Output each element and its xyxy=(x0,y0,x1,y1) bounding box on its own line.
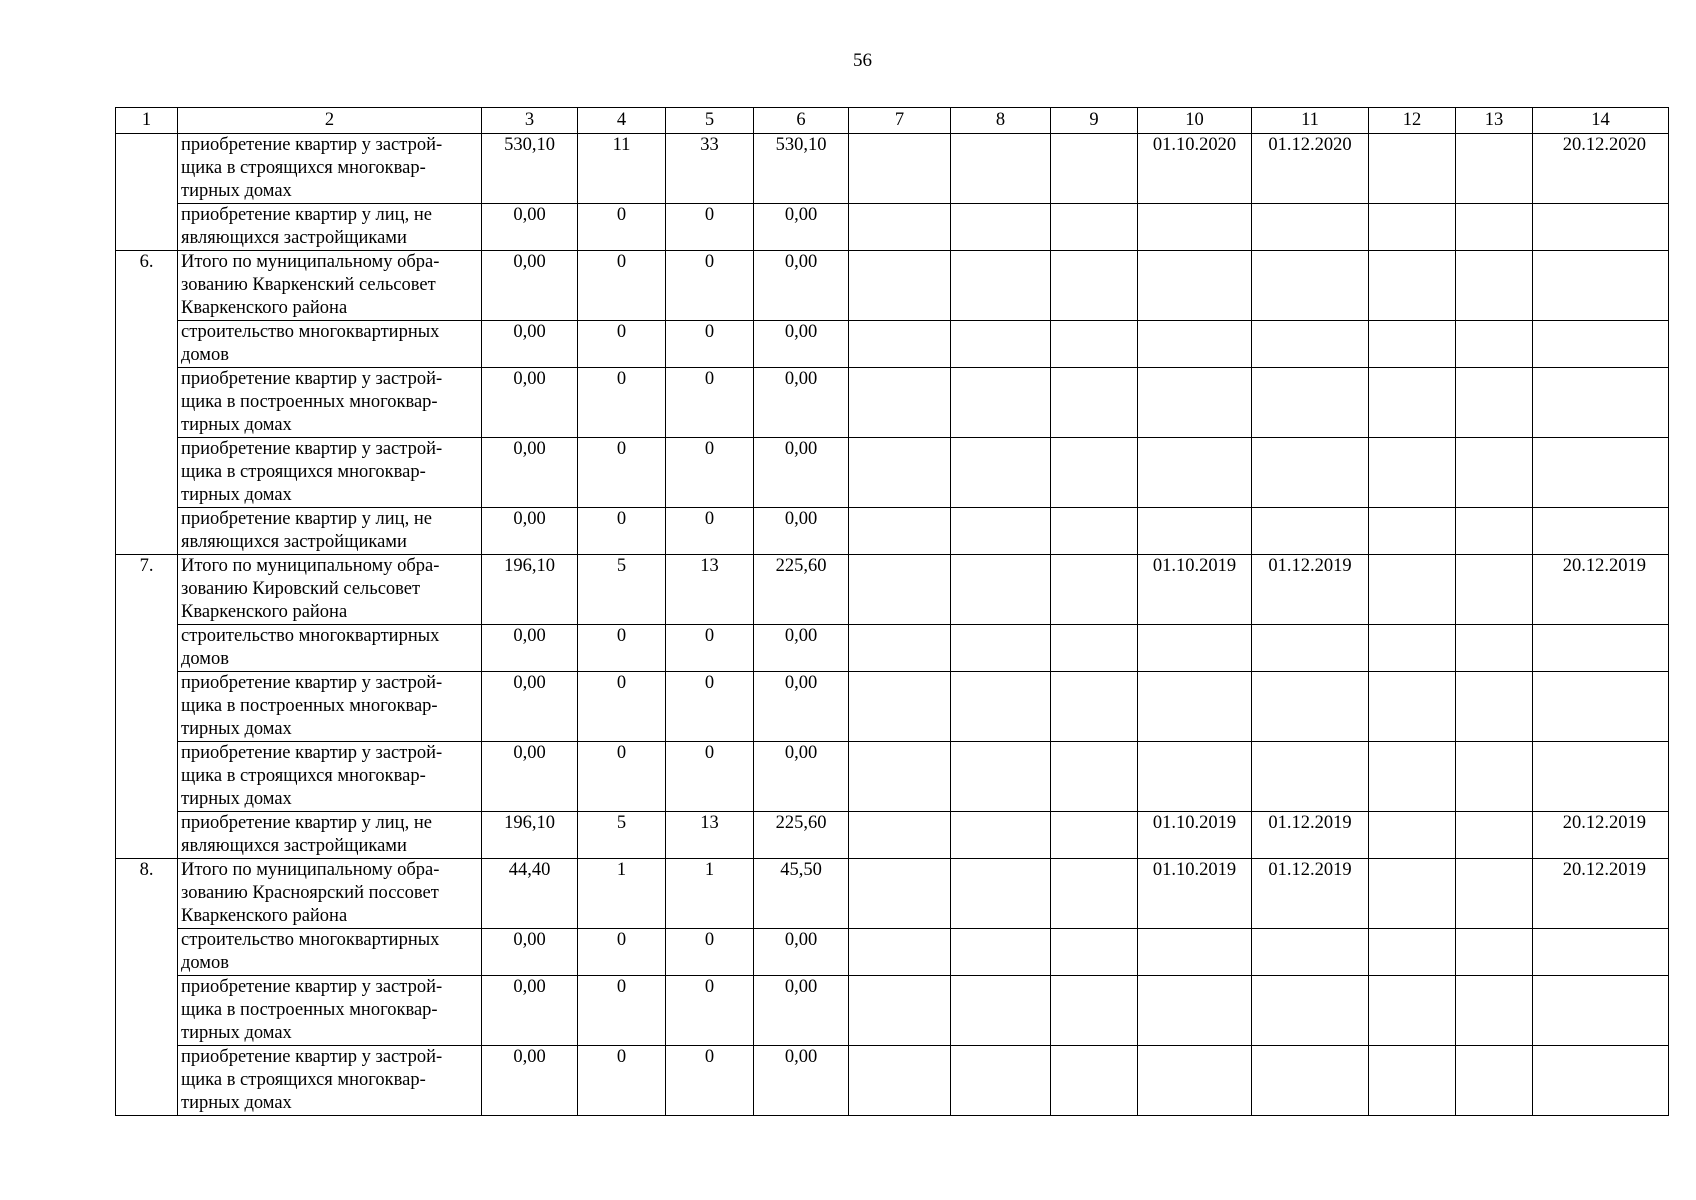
row-description xyxy=(178,859,482,929)
table-row xyxy=(116,742,1669,812)
table-row xyxy=(116,251,1669,321)
column-header-9: 9 xyxy=(1051,108,1138,134)
cell-col-10 xyxy=(1138,625,1252,672)
description-line: домов xyxy=(181,953,230,973)
cell-col-6: 0,00 xyxy=(754,1046,849,1116)
cell-col-12 xyxy=(1369,251,1456,321)
description-line: зованию Кировский сельсовет xyxy=(181,579,421,599)
row-description xyxy=(178,204,482,251)
table-row xyxy=(116,555,1669,625)
cell-col-11 xyxy=(1252,672,1369,742)
cell-col-9 xyxy=(1051,859,1138,929)
cell-col-10 xyxy=(1138,508,1252,555)
description-line: являющихся застройщиками xyxy=(181,228,407,248)
cell-col-5: 13 xyxy=(666,812,754,859)
cell-col-8 xyxy=(951,929,1051,976)
row-description xyxy=(178,672,482,742)
cell-col-3: 0,00 xyxy=(482,929,578,976)
cell-col-10 xyxy=(1138,672,1252,742)
cell-col-9 xyxy=(1051,929,1138,976)
cell-col-11 xyxy=(1252,438,1369,508)
cell-col-6: 0,00 xyxy=(754,321,849,368)
cell-col-13 xyxy=(1456,204,1533,251)
cell-col-3: 0,00 xyxy=(482,438,578,508)
cell-col-8 xyxy=(951,742,1051,812)
cell-col-5: 33 xyxy=(666,134,754,204)
cell-col-14 xyxy=(1533,204,1669,251)
description-line: Кваркенского района xyxy=(181,906,348,926)
cell-col-12 xyxy=(1369,321,1456,368)
cell-col-6: 225,60 xyxy=(754,812,849,859)
cell-col-13 xyxy=(1456,321,1533,368)
column-header-11: 11 xyxy=(1252,108,1369,134)
cell-col-9 xyxy=(1051,812,1138,859)
cell-col-13 xyxy=(1456,1046,1533,1116)
column-header-7: 7 xyxy=(849,108,951,134)
row-description xyxy=(178,929,482,976)
row-description xyxy=(178,321,482,368)
table-body xyxy=(116,134,1669,1116)
cell-col-10 xyxy=(1138,976,1252,1046)
row-description xyxy=(178,742,482,812)
description-line: щика в строящихся многоквар- xyxy=(181,158,426,178)
cell-col-13 xyxy=(1456,508,1533,555)
description-line: являющихся застройщиками xyxy=(181,836,407,856)
description-line: Итого по муниципальному обра- xyxy=(181,556,440,576)
cell-col-7 xyxy=(849,1046,951,1116)
cell-col-9 xyxy=(1051,134,1138,204)
cell-col-5: 0 xyxy=(666,929,754,976)
cell-col-8 xyxy=(951,625,1051,672)
cell-col-7 xyxy=(849,438,951,508)
cell-col-10: 01.10.2019 xyxy=(1138,555,1252,625)
cell-col-13 xyxy=(1456,976,1533,1046)
cell-col-14 xyxy=(1533,438,1669,508)
row-description xyxy=(178,134,482,204)
cell-col-4: 5 xyxy=(578,555,666,625)
cell-col-8 xyxy=(951,368,1051,438)
cell-col-11: 01.12.2019 xyxy=(1252,812,1369,859)
cell-col-8 xyxy=(951,508,1051,555)
table-row xyxy=(116,134,1669,204)
cell-col-13 xyxy=(1456,625,1533,672)
table-row xyxy=(116,859,1669,929)
cell-col-13 xyxy=(1456,672,1533,742)
cell-col-12 xyxy=(1369,555,1456,625)
cell-col-13 xyxy=(1456,555,1533,625)
cell-col-10 xyxy=(1138,204,1252,251)
cell-col-9 xyxy=(1051,555,1138,625)
cell-col-5: 0 xyxy=(666,976,754,1046)
table-row xyxy=(116,976,1669,1046)
cell-col-7 xyxy=(849,251,951,321)
cell-col-4: 0 xyxy=(578,672,666,742)
cell-col-5: 0 xyxy=(666,321,754,368)
cell-col-9 xyxy=(1051,508,1138,555)
cell-col-9 xyxy=(1051,204,1138,251)
cell-col-5: 13 xyxy=(666,555,754,625)
cell-col-8 xyxy=(951,812,1051,859)
cell-col-8 xyxy=(951,251,1051,321)
cell-col-7 xyxy=(849,976,951,1046)
description-line: Итого по муниципальному обра- xyxy=(181,860,440,880)
cell-col-11 xyxy=(1252,625,1369,672)
cell-col-6: 530,10 xyxy=(754,134,849,204)
cell-col-7 xyxy=(849,859,951,929)
row-description xyxy=(178,555,482,625)
cell-col-5: 0 xyxy=(666,742,754,812)
cell-col-14 xyxy=(1533,672,1669,742)
cell-col-3: 0,00 xyxy=(482,204,578,251)
cell-col-9 xyxy=(1051,976,1138,1046)
description-line: приобретение квартир у лиц, не xyxy=(181,205,432,225)
description-line: строительство многоквартирных xyxy=(181,626,440,646)
table-row xyxy=(116,625,1669,672)
table-row xyxy=(116,438,1669,508)
cell-col-13 xyxy=(1456,859,1533,929)
cell-col-5: 0 xyxy=(666,438,754,508)
column-header-14: 14 xyxy=(1533,108,1669,134)
cell-col-12 xyxy=(1369,204,1456,251)
description-line: приобретение квартир у застрой- xyxy=(181,743,443,763)
cell-col-13 xyxy=(1456,812,1533,859)
cell-col-13 xyxy=(1456,251,1533,321)
cell-col-7 xyxy=(849,555,951,625)
cell-col-7 xyxy=(849,204,951,251)
column-header-3: 3 xyxy=(482,108,578,134)
row-description xyxy=(178,368,482,438)
column-header-12: 12 xyxy=(1369,108,1456,134)
cell-col-4: 0 xyxy=(578,251,666,321)
cell-col-7 xyxy=(849,508,951,555)
description-line: домов xyxy=(181,345,230,365)
cell-col-3: 0,00 xyxy=(482,368,578,438)
cell-col-14 xyxy=(1533,625,1669,672)
description-line: приобретение квартир у лиц, не xyxy=(181,509,432,529)
cell-col-12 xyxy=(1369,929,1456,976)
cell-col-4: 0 xyxy=(578,438,666,508)
description-line: тирных домах xyxy=(181,1093,292,1113)
cell-col-14 xyxy=(1533,368,1669,438)
cell-col-12 xyxy=(1369,438,1456,508)
cell-col-13 xyxy=(1456,368,1533,438)
description-line: строительство многоквартирных xyxy=(181,322,440,342)
cell-col-14 xyxy=(1533,508,1669,555)
column-header-10: 10 xyxy=(1138,108,1252,134)
page-number: 56 xyxy=(853,50,872,71)
cell-col-13 xyxy=(1456,438,1533,508)
cell-col-7 xyxy=(849,368,951,438)
cell-col-12 xyxy=(1369,134,1456,204)
cell-col-6: 0,00 xyxy=(754,204,849,251)
cell-col-5: 0 xyxy=(666,204,754,251)
cell-col-10 xyxy=(1138,1046,1252,1116)
cell-col-8 xyxy=(951,555,1051,625)
column-header-13: 13 xyxy=(1456,108,1533,134)
cell-col-4: 0 xyxy=(578,204,666,251)
cell-col-9 xyxy=(1051,438,1138,508)
description-line: тирных домах xyxy=(181,719,292,739)
cell-col-3: 530,10 xyxy=(482,134,578,204)
cell-col-12 xyxy=(1369,976,1456,1046)
cell-col-10 xyxy=(1138,742,1252,812)
cell-col-13 xyxy=(1456,929,1533,976)
cell-col-3: 196,10 xyxy=(482,812,578,859)
header-row xyxy=(116,108,1669,134)
cell-col-3: 44,40 xyxy=(482,859,578,929)
description-line: тирных домах xyxy=(181,485,292,505)
table-row xyxy=(116,1046,1669,1116)
row-index: 6. xyxy=(116,251,178,555)
description-line: приобретение квартир у застрой- xyxy=(181,1047,443,1067)
cell-col-12 xyxy=(1369,625,1456,672)
cell-col-6: 0,00 xyxy=(754,508,849,555)
cell-col-14 xyxy=(1533,976,1669,1046)
row-description xyxy=(178,438,482,508)
row-description xyxy=(178,508,482,555)
cell-col-6: 0,00 xyxy=(754,929,849,976)
table-row xyxy=(116,508,1669,555)
cell-col-6: 0,00 xyxy=(754,672,849,742)
table-row xyxy=(116,812,1669,859)
cell-col-14: 20.12.2019 xyxy=(1533,812,1669,859)
table-row xyxy=(116,929,1669,976)
cell-col-14 xyxy=(1533,929,1669,976)
column-header-2: 2 xyxy=(178,108,482,134)
cell-col-8 xyxy=(951,438,1051,508)
description-line: щика в построенных многоквар- xyxy=(181,696,438,716)
description-line: приобретение квартир у застрой- xyxy=(181,135,443,155)
cell-col-14: 20.12.2019 xyxy=(1533,555,1669,625)
description-line: зованию Кваркенский сельсовет xyxy=(181,275,436,295)
cell-col-9 xyxy=(1051,321,1138,368)
cell-col-5: 0 xyxy=(666,368,754,438)
cell-col-4: 0 xyxy=(578,976,666,1046)
cell-col-14 xyxy=(1533,1046,1669,1116)
row-index: 7. xyxy=(116,555,178,859)
description-line: Кваркенского района xyxy=(181,602,348,622)
cell-col-7 xyxy=(849,625,951,672)
cell-col-10 xyxy=(1138,368,1252,438)
description-line: тирных домах xyxy=(181,181,292,201)
cell-col-6: 0,00 xyxy=(754,625,849,672)
description-line: Итого по муниципальному обра- xyxy=(181,252,440,272)
cell-col-7 xyxy=(849,672,951,742)
cell-col-6: 225,60 xyxy=(754,555,849,625)
row-description xyxy=(178,976,482,1046)
cell-col-11 xyxy=(1252,742,1369,812)
column-header-5: 5 xyxy=(666,108,754,134)
description-line: приобретение квартир у застрой- xyxy=(181,369,443,389)
row-index xyxy=(116,134,178,251)
description-line: щика в строящихся многоквар- xyxy=(181,1070,426,1090)
cell-col-9 xyxy=(1051,742,1138,812)
cell-col-11 xyxy=(1252,204,1369,251)
cell-col-4: 11 xyxy=(578,134,666,204)
cell-col-8 xyxy=(951,976,1051,1046)
description-line: домов xyxy=(181,649,230,669)
cell-col-5: 0 xyxy=(666,251,754,321)
description-line: щика в строящихся многоквар- xyxy=(181,462,426,482)
column-header-1: 1 xyxy=(116,108,178,134)
cell-col-11 xyxy=(1252,976,1369,1046)
cell-col-3: 0,00 xyxy=(482,672,578,742)
cell-col-3: 0,00 xyxy=(482,1046,578,1116)
table-row xyxy=(116,204,1669,251)
row-description xyxy=(178,625,482,672)
cell-col-12 xyxy=(1369,1046,1456,1116)
row-description xyxy=(178,1046,482,1116)
cell-col-10 xyxy=(1138,321,1252,368)
cell-col-9 xyxy=(1051,672,1138,742)
cell-col-4: 1 xyxy=(578,859,666,929)
column-header-4: 4 xyxy=(578,108,666,134)
cell-col-7 xyxy=(849,742,951,812)
cell-col-11 xyxy=(1252,321,1369,368)
cell-col-12 xyxy=(1369,508,1456,555)
table-row xyxy=(116,672,1669,742)
cell-col-7 xyxy=(849,812,951,859)
cell-col-10: 01.10.2019 xyxy=(1138,812,1252,859)
cell-col-3: 196,10 xyxy=(482,555,578,625)
cell-col-12 xyxy=(1369,742,1456,812)
description-line: являющихся застройщиками xyxy=(181,532,407,552)
cell-col-4: 0 xyxy=(578,742,666,812)
cell-col-4: 0 xyxy=(578,368,666,438)
cell-col-14 xyxy=(1533,742,1669,812)
description-line: тирных домах xyxy=(181,1023,292,1043)
cell-col-7 xyxy=(849,134,951,204)
cell-col-8 xyxy=(951,134,1051,204)
cell-col-9 xyxy=(1051,251,1138,321)
data-table xyxy=(115,107,1669,1116)
cell-col-10: 01.10.2020 xyxy=(1138,134,1252,204)
cell-col-8 xyxy=(951,859,1051,929)
cell-col-11 xyxy=(1252,1046,1369,1116)
cell-col-14: 20.12.2019 xyxy=(1533,859,1669,929)
cell-col-12 xyxy=(1369,672,1456,742)
description-line: зованию Красноярский поссовет xyxy=(181,883,439,903)
cell-col-11 xyxy=(1252,508,1369,555)
cell-col-9 xyxy=(1051,368,1138,438)
cell-col-3: 0,00 xyxy=(482,251,578,321)
cell-col-6: 0,00 xyxy=(754,368,849,438)
cell-col-6: 0,00 xyxy=(754,251,849,321)
table-row xyxy=(116,368,1669,438)
description-line: щика в строящихся многоквар- xyxy=(181,766,426,786)
cell-col-10 xyxy=(1138,438,1252,508)
cell-col-11: 01.12.2019 xyxy=(1252,555,1369,625)
cell-col-3: 0,00 xyxy=(482,508,578,555)
description-line: щика в построенных многоквар- xyxy=(181,1000,438,1020)
table-header xyxy=(116,108,1669,134)
cell-col-5: 0 xyxy=(666,1046,754,1116)
description-line: приобретение квартир у лиц, не xyxy=(181,813,432,833)
cell-col-10 xyxy=(1138,251,1252,321)
cell-col-10 xyxy=(1138,929,1252,976)
cell-col-12 xyxy=(1369,368,1456,438)
cell-col-8 xyxy=(951,204,1051,251)
cell-col-14 xyxy=(1533,251,1669,321)
cell-col-4: 0 xyxy=(578,929,666,976)
cell-col-13 xyxy=(1456,742,1533,812)
cell-col-6: 0,00 xyxy=(754,742,849,812)
description-line: приобретение квартир у застрой- xyxy=(181,673,443,693)
description-line: щика в построенных многоквар- xyxy=(181,392,438,412)
cell-col-10: 01.10.2019 xyxy=(1138,859,1252,929)
cell-col-3: 0,00 xyxy=(482,625,578,672)
cell-col-12 xyxy=(1369,812,1456,859)
cell-col-3: 0,00 xyxy=(482,976,578,1046)
cell-col-9 xyxy=(1051,1046,1138,1116)
description-line: тирных домах xyxy=(181,789,292,809)
description-line: приобретение квартир у застрой- xyxy=(181,977,443,997)
cell-col-14: 20.12.2020 xyxy=(1533,134,1669,204)
cell-col-4: 0 xyxy=(578,508,666,555)
column-header-8: 8 xyxy=(951,108,1051,134)
cell-col-13 xyxy=(1456,134,1533,204)
cell-col-5: 0 xyxy=(666,508,754,555)
table-row xyxy=(116,321,1669,368)
row-description xyxy=(178,812,482,859)
description-line: тирных домах xyxy=(181,415,292,435)
cell-col-9 xyxy=(1051,625,1138,672)
row-description xyxy=(178,251,482,321)
cell-col-12 xyxy=(1369,859,1456,929)
cell-col-7 xyxy=(849,321,951,368)
cell-col-4: 5 xyxy=(578,812,666,859)
cell-col-3: 0,00 xyxy=(482,742,578,812)
cell-col-4: 0 xyxy=(578,321,666,368)
row-index: 8. xyxy=(116,859,178,1116)
cell-col-4: 0 xyxy=(578,1046,666,1116)
cell-col-7 xyxy=(849,929,951,976)
cell-col-8 xyxy=(951,321,1051,368)
cell-col-11 xyxy=(1252,251,1369,321)
cell-col-8 xyxy=(951,672,1051,742)
column-header-6: 6 xyxy=(754,108,849,134)
cell-col-6: 0,00 xyxy=(754,976,849,1046)
cell-col-5: 1 xyxy=(666,859,754,929)
description-line: строительство многоквартирных xyxy=(181,930,440,950)
cell-col-11 xyxy=(1252,368,1369,438)
cell-col-5: 0 xyxy=(666,672,754,742)
cell-col-3: 0,00 xyxy=(482,321,578,368)
cell-col-14 xyxy=(1533,321,1669,368)
cell-col-4: 0 xyxy=(578,625,666,672)
cell-col-5: 0 xyxy=(666,625,754,672)
cell-col-11 xyxy=(1252,929,1369,976)
cell-col-6: 45,50 xyxy=(754,859,849,929)
description-line: приобретение квартир у застрой- xyxy=(181,439,443,459)
cell-col-8 xyxy=(951,1046,1051,1116)
cell-col-6: 0,00 xyxy=(754,438,849,508)
description-line: Кваркенского района xyxy=(181,298,348,318)
cell-col-11: 01.12.2020 xyxy=(1252,134,1369,204)
cell-col-11: 01.12.2019 xyxy=(1252,859,1369,929)
